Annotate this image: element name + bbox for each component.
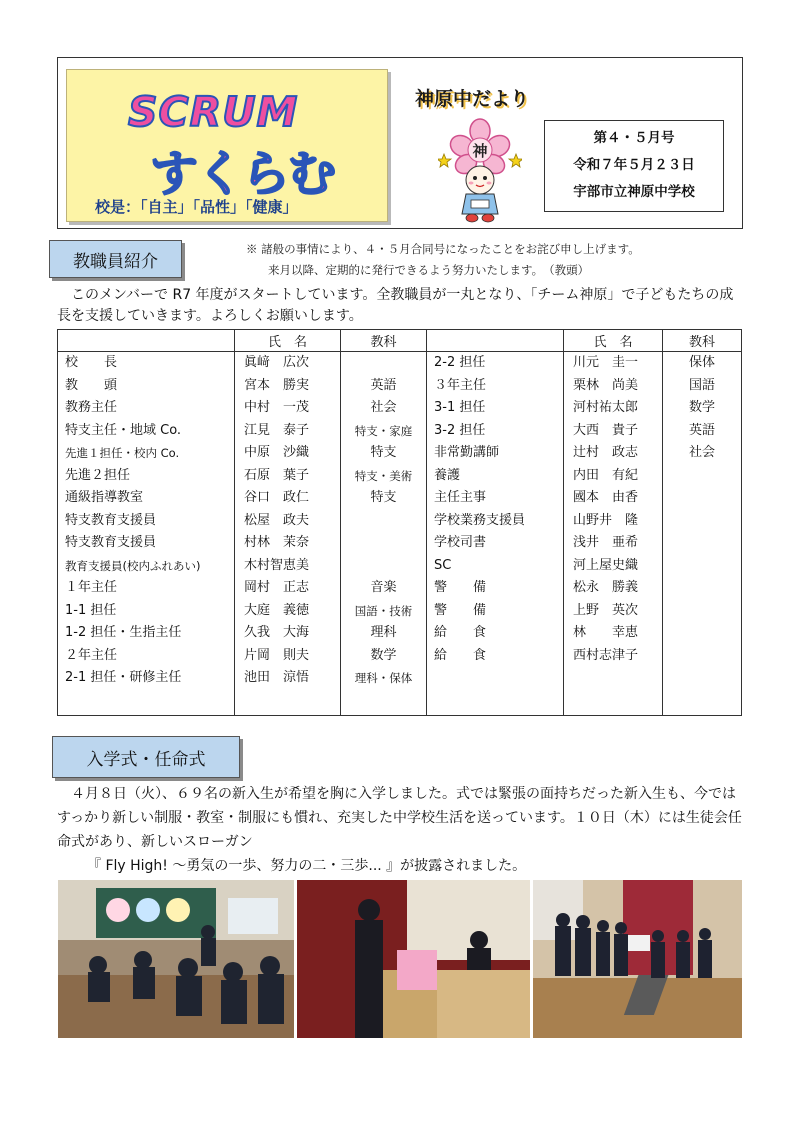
- mascot-icon: [438, 118, 522, 224]
- staff-role: SC: [434, 557, 452, 573]
- staff-name: 谷口 政仁: [244, 490, 310, 505]
- staff-name: 眞﨑 広次: [244, 355, 310, 370]
- classroom-photo: [58, 880, 294, 1038]
- staff-name: 池田 涼悟: [244, 670, 310, 685]
- staff-subject: [341, 555, 426, 578]
- staff-subject: 保体: [688, 355, 715, 370]
- right-names-column: [564, 352, 663, 716]
- staff-name: 西村志津子: [573, 647, 639, 663]
- staff-role: 警 備: [434, 602, 487, 618]
- staff-name: 松永 勝義: [573, 580, 639, 595]
- staff-name: 松屋 政夫: [244, 512, 310, 528]
- ceremony-paragraph: ４月８日（火）、６９名の新入生が希望を胸に入学しました。式では緊張の面持ちだった新入生も、今ではすっかり新しい制服・教室・制服にも慣れ、充実した中学校生活を送っています。１０日（木）には生徒会任命式があり、新しいスローガン: [57, 786, 742, 850]
- staff-name: 岡村 正志: [244, 580, 310, 595]
- staff-role: 特支教育支援員: [65, 512, 157, 528]
- staff-subject: [663, 622, 741, 645]
- left-roles-column: [58, 352, 235, 716]
- staff-subject: 特支: [370, 445, 397, 460]
- staff-role: 給 食: [434, 647, 487, 663]
- staff-role: １年主任: [65, 580, 118, 595]
- staff-role: 特支主任・地域 Co.: [65, 422, 182, 438]
- newsletter-name: 神原中だより: [415, 88, 530, 110]
- podium-speech-photo: [297, 880, 530, 1038]
- staff-name: 木村智恵美: [244, 557, 310, 573]
- staff-name: 林 幸恵: [573, 625, 639, 640]
- staff-role: 主任主事: [434, 490, 487, 505]
- issue-number: 第４・５月号: [593, 130, 675, 146]
- staff-name: 國本 由香: [573, 490, 639, 505]
- staff-subject: [341, 532, 426, 555]
- staff-intro: [57, 285, 747, 327]
- staff-role: 教育支援員(校内ふれあい): [65, 558, 201, 573]
- notice-line-2: 来月以降、定期的に発行できるよう努力いたします。 （教頭）: [268, 263, 590, 277]
- section-label-staff: 教職員紹介: [49, 240, 182, 278]
- staff-role: 非常勤講師: [434, 445, 500, 460]
- staff-name: 江見 泰子: [244, 422, 310, 438]
- issue-date: 令和７年５月２３日: [573, 157, 695, 173]
- staff-subject: 英語: [370, 377, 397, 393]
- staff-role: 先進２担任: [65, 467, 131, 483]
- staff-role: 2-1 担任・研修主任: [65, 670, 182, 685]
- mascot-badge: 神: [472, 142, 488, 160]
- staff-subject: [663, 555, 741, 578]
- header-name-left: 氏 名: [235, 330, 341, 352]
- staff-role: 教 頭: [65, 377, 118, 393]
- logo-title: SCRUM: [128, 88, 299, 136]
- staff-name: 大庭 義徳: [244, 602, 310, 618]
- staff-name: 中村 一茂: [244, 400, 310, 415]
- staff-name: 川元 圭一: [573, 355, 639, 370]
- notice-line-1: ※ 諸般の事情により、４・５月合同号になったことをお詫び申し上げます。: [246, 242, 640, 256]
- staff-subject: [341, 352, 426, 375]
- staff-subject: 社会: [370, 400, 397, 415]
- staff-name: 河上屋史織: [573, 557, 639, 573]
- staff-name: 山野井 隆: [573, 512, 639, 528]
- staff-subject: 英語: [688, 422, 715, 438]
- staff-subject: [663, 577, 741, 600]
- staff-subject: 理科: [370, 625, 397, 640]
- left-subjects-column: [341, 352, 427, 716]
- staff-name: 村林 茉奈: [244, 535, 310, 550]
- staff-name: 久我 大海: [244, 625, 310, 640]
- staff-subject: [341, 510, 426, 533]
- staff-subject: 数学: [688, 400, 715, 415]
- staff-role: 通級指導教室: [65, 490, 144, 505]
- staff-subject: 音楽: [370, 580, 397, 595]
- staff-name: 上野 英次: [573, 602, 639, 618]
- staff-role: 3-2 担任: [434, 422, 486, 438]
- staff-subject: 社会: [688, 445, 715, 460]
- staff-role: 養護: [434, 467, 461, 483]
- staff-subject: 特支・美術: [354, 468, 413, 483]
- staff-table-header: [58, 330, 742, 352]
- staff-subject: [663, 487, 741, 510]
- left-names-column: [235, 352, 341, 716]
- staff-role: 学校司書: [434, 535, 487, 550]
- ceremony-text: [57, 782, 749, 878]
- right-roles-column: [427, 352, 564, 716]
- header-name-right: 氏 名: [564, 330, 663, 352]
- staff-name: 石原 葉子: [244, 467, 310, 483]
- school-name: 宇部市立神原中学校: [573, 184, 695, 200]
- staff-subject: 特支・家庭: [354, 423, 413, 438]
- slogan-line: 『 Fly High! ～勇気の一歩、努力の二・三歩... 』が披露されました。: [87, 858, 527, 874]
- staff-subject: 特支: [370, 490, 397, 505]
- staff-role: 給 食: [434, 625, 487, 640]
- staff-name: 浅井 亜希: [573, 535, 639, 550]
- staff-table-body: [58, 352, 742, 716]
- staff-role: 教務主任: [65, 400, 118, 415]
- staff-role: 3-1 担任: [434, 400, 486, 415]
- staff-role: 1-1 担任: [65, 602, 117, 618]
- staff-role: 1-2 担任・生指主任: [65, 625, 182, 640]
- staff-role: 特支教育支援員: [65, 535, 157, 550]
- staff-role: 警 備: [434, 580, 487, 595]
- staff-subject: 数学: [370, 647, 397, 663]
- staff-name: 内田 有紀: [573, 467, 639, 483]
- staff-subject: [663, 645, 741, 668]
- staff-subject: [663, 532, 741, 555]
- header-role-left: [58, 330, 235, 352]
- staff-name: 辻村 政志: [573, 445, 639, 460]
- school-motto: 校是：「自主」「品性」「健康」: [95, 198, 298, 216]
- staff-subject: [663, 510, 741, 533]
- staff-role: 2-2 担任: [434, 355, 486, 370]
- staff-role: ２年主任: [65, 647, 118, 663]
- issue-box: [544, 120, 724, 212]
- staff-name: 大西 貴子: [573, 422, 639, 438]
- staff-name: 栗林 尚美: [573, 377, 639, 393]
- header-subject-right: 教科: [663, 330, 742, 352]
- logo-subtitle: すくらむ: [150, 146, 335, 202]
- staff-subject: [663, 600, 741, 623]
- staff-name: 片岡 則夫: [244, 647, 310, 663]
- staff-table: [57, 329, 742, 716]
- header-subject-left: 教科: [341, 330, 427, 352]
- staff-subject: 理科・保体: [354, 671, 413, 685]
- staff-role: 校 長: [65, 355, 118, 370]
- staff-subject: 国語: [688, 377, 715, 393]
- right-subjects-column: [663, 352, 742, 716]
- staff-subject: 国語・技術: [354, 603, 413, 618]
- staff-role: 先進１担任・校内 Co.: [65, 446, 180, 460]
- staff-role: 学校業務支援員: [434, 512, 526, 528]
- staff-name: 宮本 勝実: [244, 377, 310, 393]
- staff-name: 河村祐太郎: [573, 400, 639, 415]
- stage-appointment-photo: [533, 880, 742, 1038]
- staff-name: 中原 沙織: [244, 445, 310, 460]
- staff-subject: [663, 465, 741, 488]
- header-role-right: [427, 330, 564, 352]
- staff-intro-text: このメンバーで R7 年度がスタートしています。全教職員が一丸となり、「チーム神原」で子どもたちの成長を支援していきます。よろしくお願いします。: [57, 287, 734, 324]
- section-label-ceremony: 入学式・任命式: [52, 736, 240, 778]
- staff-role: ３年主任: [434, 377, 487, 393]
